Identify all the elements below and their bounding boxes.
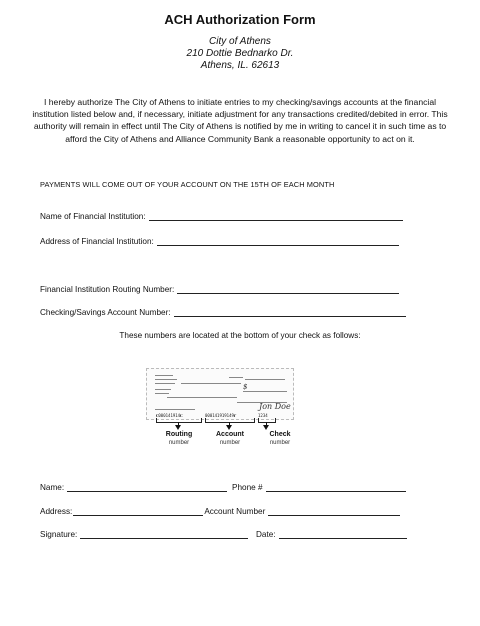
account-arrow-icon — [226, 425, 232, 430]
account-number-line[interactable] — [174, 308, 406, 317]
phone-field[interactable] — [232, 483, 406, 492]
street-address: 210 Dottie Bednarko Dr. — [186, 48, 294, 59]
date-field[interactable] — [256, 530, 407, 539]
account-number-label: Checking/Savings Account Number: — [40, 308, 171, 317]
name-line[interactable] — [67, 483, 227, 492]
micr-check: 1234 — [258, 413, 268, 418]
routing-number-field[interactable] — [40, 285, 399, 294]
account-number-field[interactable] — [40, 308, 406, 317]
routing-number-line[interactable] — [177, 285, 399, 294]
check-signature: Jon Doe — [259, 402, 291, 411]
check-arrow-icon — [263, 425, 269, 430]
address-label: Address: — [40, 507, 73, 516]
account-number-short-label: Account Number — [204, 507, 266, 516]
check-label: Check number — [269, 431, 291, 446]
organization-name: City of Athens — [209, 36, 271, 47]
micr-account: 000141919149⑈ — [205, 413, 237, 418]
date-line[interactable] — [279, 530, 407, 539]
signature-field[interactable] — [40, 530, 248, 539]
institution-name-label: Name of Financial Institution: — [40, 212, 146, 221]
phone-line[interactable] — [266, 483, 406, 492]
authorization-paragraph: I hereby authorize The City of Athens to initiate entries to my checking/savings accounts at the financial institution listed below and, if necessary, initiate adjustment for any transactions credited/debited in error. This authority will remain in effect until The City of Athens is notified by me in writing to cancel it in such time as to afford the City of Athens and Alliance Community Bank a reasonable opportunity to act on it. — [32, 97, 448, 144]
address-field[interactable] — [40, 507, 400, 516]
account-number-short-line[interactable] — [268, 507, 400, 516]
check-dollar-sign: $ — [243, 383, 248, 391]
institution-name-line[interactable] — [149, 212, 403, 221]
form-title: ACH Authorization Form — [164, 12, 316, 27]
name-field[interactable] — [40, 483, 227, 492]
numbers-location-note: These numbers are located at the bottom of your check as follows: — [119, 331, 361, 340]
account-bracket — [205, 418, 255, 423]
name-label: Name: — [40, 483, 65, 492]
institution-address-line[interactable] — [157, 237, 399, 246]
city-state-zip: Athens, IL. 62613 — [200, 60, 280, 71]
routing-number-label: Financial Institution Routing Number: — [40, 285, 175, 294]
institution-name-field[interactable] — [40, 212, 403, 221]
date-label: Date: — [256, 530, 276, 539]
check-bracket — [258, 418, 276, 423]
micr-routing: ⑆000141914⑆ — [156, 413, 183, 418]
payment-schedule-note: PAYMENTS WILL COME OUT OF YOUR ACCOUNT ON THE 15TH OF EACH MONTH — [40, 180, 335, 189]
routing-bracket — [156, 418, 202, 423]
institution-address-field[interactable] — [40, 237, 399, 246]
institution-address-label: Address of Financial Institution: — [40, 237, 154, 246]
phone-label: Phone # — [232, 483, 263, 492]
signature-line[interactable] — [80, 530, 248, 539]
routing-arrow-icon — [175, 425, 181, 430]
account-label: Account number — [216, 431, 244, 446]
address-line[interactable] — [73, 507, 203, 516]
routing-label: Routing number — [165, 431, 193, 446]
signature-label: Signature: — [40, 530, 78, 539]
